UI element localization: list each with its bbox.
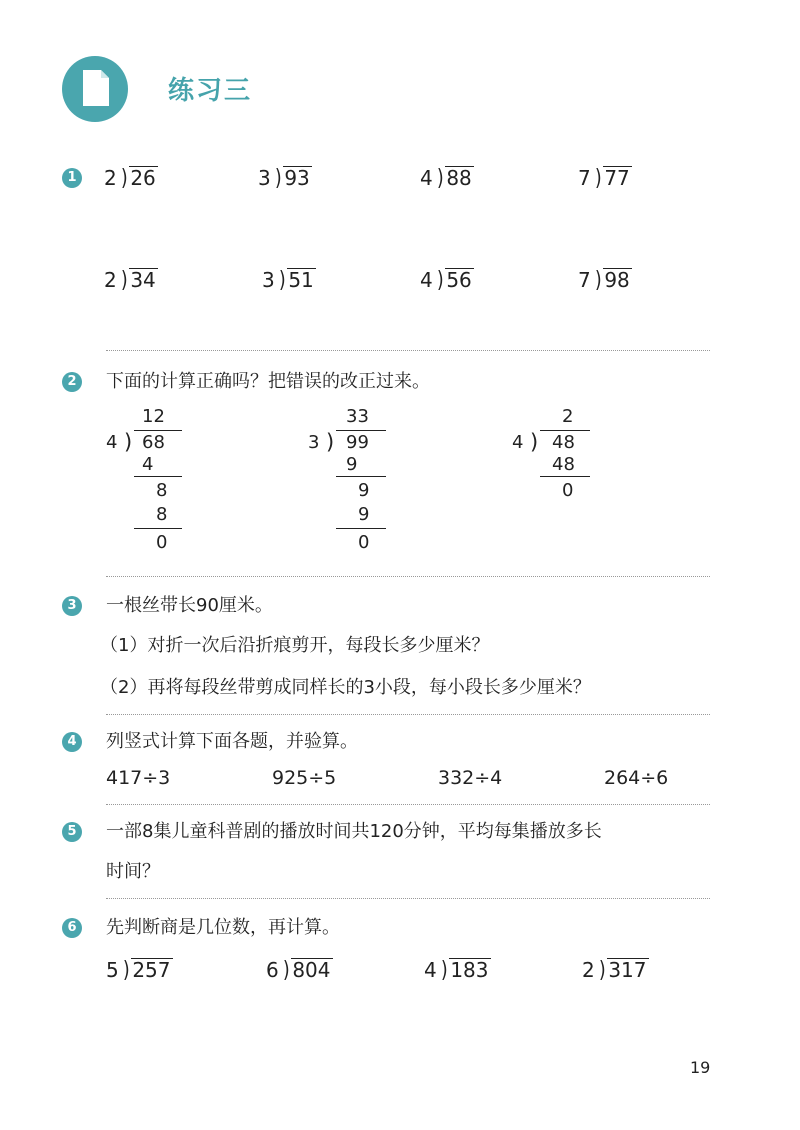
- calc3-bracket: ): [530, 430, 539, 454]
- calc2-subtrahend-2: 9: [358, 504, 370, 525]
- calc3-quotient: 2: [562, 406, 574, 427]
- q4-text: 列竖式计算下面各题，并验算。: [106, 731, 358, 752]
- calc2-remainder-2: 0: [358, 532, 370, 553]
- q1-division-4: 7 ) 77: [578, 166, 630, 191]
- calc1-line-2: [134, 528, 182, 529]
- q6-division-3: 4 ) 183: [424, 958, 489, 983]
- calc1-subtrahend-1: 4: [142, 454, 154, 475]
- document-icon: [62, 56, 128, 122]
- calc3-subtrahend-1: 48: [552, 454, 575, 475]
- q1-division-8: 7 ) 98: [578, 268, 630, 293]
- calc2-quotient: 33: [346, 406, 369, 427]
- section-divider: [106, 714, 710, 715]
- q1-division-3: 4 ) 88: [420, 166, 472, 191]
- q1-division-5: 2 ) 34: [104, 268, 156, 293]
- page-title: 练习三: [168, 76, 253, 106]
- header-badge: [62, 56, 128, 122]
- q6-division-2: 6 ) 804: [266, 958, 331, 983]
- q1-division-2: 3 ) 93: [258, 166, 310, 191]
- q3-sub-1: （1）对折一次后沿折痕剪开，每段长多少厘米？: [100, 635, 490, 656]
- calc1-divisor: 4: [106, 432, 118, 453]
- page-number: 19: [690, 1058, 711, 1077]
- calc3-divisor: 4: [512, 432, 524, 453]
- calc2-divisor: 3: [308, 432, 320, 453]
- question-number-5: 5: [62, 822, 82, 842]
- calc3-division-bar: [540, 430, 590, 431]
- q1-division-6: 3 ) 51: [262, 268, 314, 293]
- q1-division-1: 2 ) 26: [104, 166, 156, 191]
- calc3-remainder-1: 0: [562, 480, 574, 501]
- q1-division-7: 4 ) 56: [420, 268, 472, 293]
- calc1-quotient: 12: [142, 406, 165, 427]
- q2-text: 下面的计算正确吗？把错误的改正过来。: [106, 371, 430, 392]
- calc2-dividend: 99: [346, 432, 369, 453]
- question-number-2: 2: [62, 372, 82, 392]
- calc1-line-1: [134, 476, 182, 477]
- q4-item-4: 264÷6: [604, 767, 669, 789]
- calc1-remainder-1: 8: [156, 480, 168, 501]
- q4-item-3: 332÷4: [438, 767, 503, 789]
- question-number-6: 6: [62, 918, 82, 938]
- q4-item-2: 925÷5: [272, 767, 337, 789]
- calc1-dividend: 68: [142, 432, 165, 453]
- calc2-line-2: [336, 528, 386, 529]
- calc1-remainder-2: 0: [156, 532, 168, 553]
- q6-division-1: 5 ) 257: [106, 958, 171, 983]
- calc1-subtrahend-2: 8: [156, 504, 168, 525]
- calc1-division-bar: [134, 430, 182, 431]
- calc3-line-1: [540, 476, 590, 477]
- calc2-division-bar: [336, 430, 386, 431]
- q3-sub-2: （2）再将每段丝带剪成同样长的3小段，每小段长多少厘米？: [100, 677, 591, 698]
- calc3-dividend: 48: [552, 432, 575, 453]
- question-number-4: 4: [62, 732, 82, 752]
- calc2-line-1: [336, 476, 386, 477]
- q5-text-line-2: 时间？: [106, 861, 160, 882]
- q4-item-1: 417÷3: [106, 767, 171, 789]
- section-divider: [106, 898, 710, 899]
- section-divider: [106, 576, 710, 577]
- question-number-3: 3: [62, 596, 82, 616]
- calc2-bracket: ): [326, 430, 335, 454]
- calc1-bracket: ): [124, 430, 133, 454]
- q3-text: 一根丝带长90厘米。: [106, 595, 273, 616]
- q5-text-line-1: 一部8集儿童科普剧的播放时间共120分钟，平均每集播放多长: [106, 821, 602, 842]
- calc2-subtrahend-1: 9: [346, 454, 358, 475]
- q6-division-4: 2 ) 317: [582, 958, 647, 983]
- section-divider: [106, 350, 710, 351]
- question-number-1: 1: [62, 168, 82, 188]
- q6-text: 先判断商是几位数，再计算。: [106, 917, 340, 938]
- calc2-remainder-1: 9: [358, 480, 370, 501]
- section-divider: [106, 804, 710, 805]
